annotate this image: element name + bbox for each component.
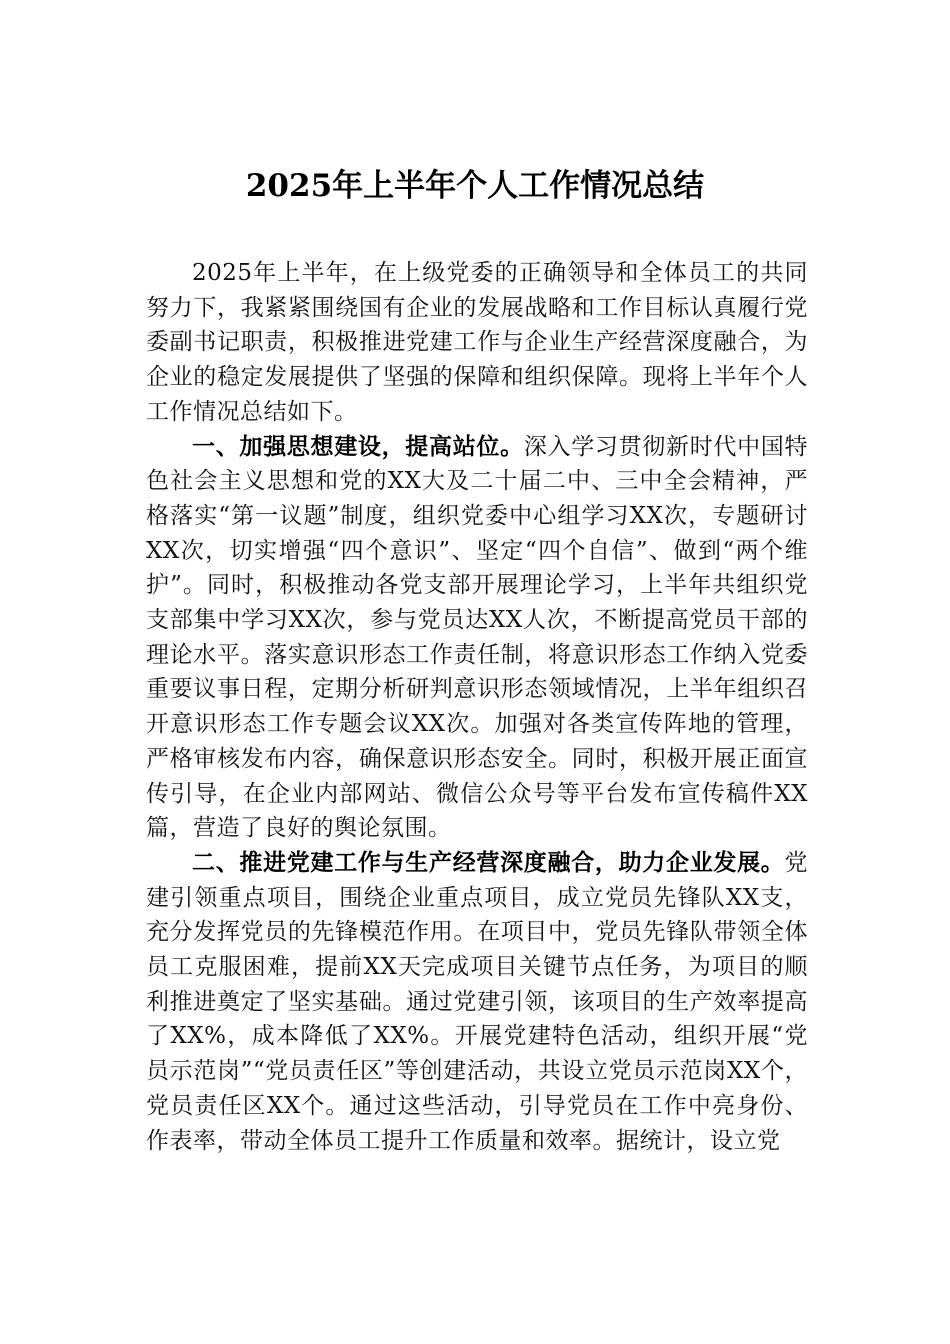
- intro-paragraph-text: 2025年上半年，在上级党委的正确领导和全体员工的共同努力下，我紧紧围绕国有企业的发展战略和工作目标认真履行党委副书记职责，积极推进党建工作与企业生产经营深度融合，为企业的稳定发展提供了坚强的保障和组织保障。现将上半年个人工作情况总结如下。: [146, 260, 808, 425]
- document-body: [146, 256, 808, 1158]
- section-two-text: 党建引领重点项目，围绕企业重点项目，成立党员先锋队XX支，充分发挥党员的先锋模范作用。在项目中，党员先锋队带领全体员工克服困难，提前XX天完成项目关键节点任务，为项目的顺利推进奠定了坚实基础。通过党建引领，该项目的生产效率提高了XX%，成本降低了XX%。开展党建特色活动，组织开展“党员示范岗”“党员责任区”等创建活动，共设立党员示范岗XX个，党员责任区XX个。通过这些活动，引导党员在工作中亮身份、作表率，带动全体员工提升工作质量和效率。据统计，设立党: [146, 849, 808, 1154]
- intro-paragraph: [146, 256, 808, 430]
- document-title: 2025年上半年个人工作情况总结: [245, 168, 705, 204]
- section-one-paragraph: [146, 430, 808, 846]
- section-one-heading: 一、加强思想建设，提高站位。: [192, 432, 524, 460]
- section-one-text: 深入学习贯彻新时代中国特色社会主义思想和党的XX大及二十届二中、三中全会精神，严格落实“第一议题”制度，组织党委中心组学习XX次，专题研讨XX次，切实增强“四个意识”、坚定“四个自信”、做到“两个维护”。同时，积极推动各党支部开展理论学习，上半年共组织党支部集中学习XX次，参与党员达XX人次，不断提高党员干部的理论水平。落实意识形态工作责任制，将意识形态工作纳入党委重要议事日程，定期分析研判意识形态领域情况，上半年组织召开意识形态工作专题会议XX次。加强对各类宣传阵地的管理，严格审核发布内容，确保意识形态安全。同时，积极开展正面宣传引导，在企业内部网站、微信公众号等平台发布宣传稿件XX篇，营造了良好的舆论氛围。: [146, 433, 809, 842]
- section-two-paragraph: [146, 846, 808, 1158]
- section-two-heading: 二、推进党建工作与生产经营深度融合，助力企业发展。: [192, 848, 785, 876]
